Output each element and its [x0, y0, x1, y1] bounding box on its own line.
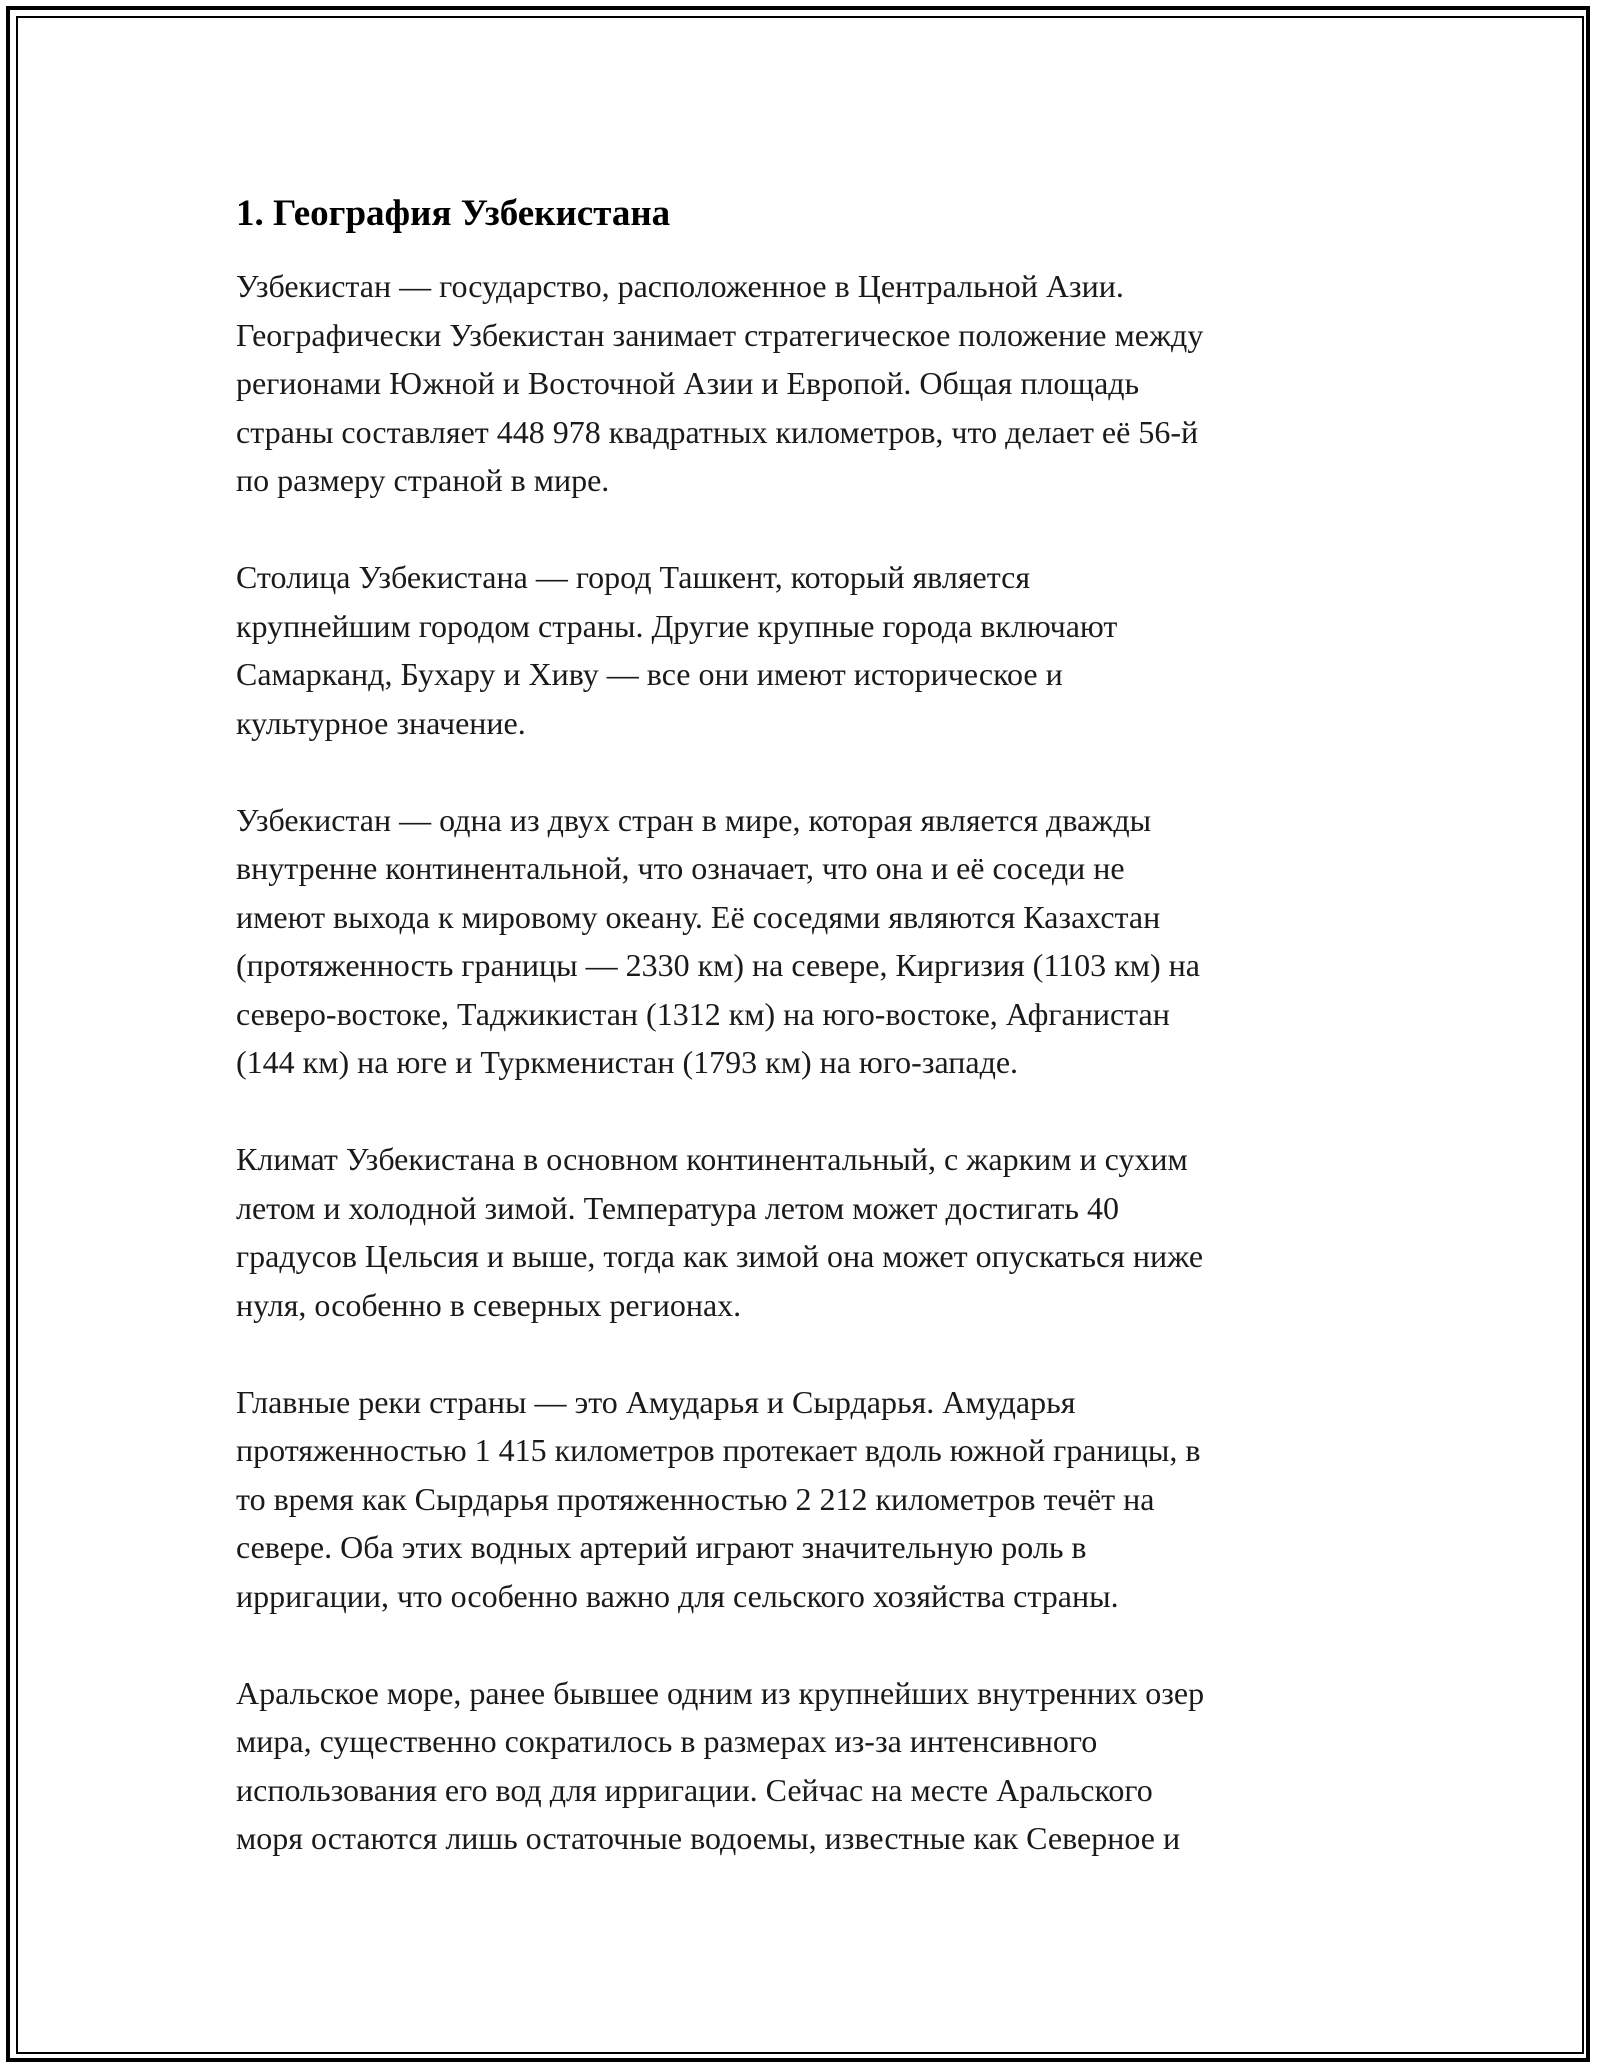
text-line: Климат Узбекистана в основном континентальный, с жарким и сухим [236, 1141, 1188, 1177]
text-line: Столица Узбекистана — город Ташкент, который является [236, 559, 1031, 595]
text-line: крупнейшим городом страны. Другие крупные города включают [236, 607, 1118, 644]
text-line: (144 км) на юге и Туркменистан (1793 км) на юго-западе. [236, 1044, 1019, 1080]
text-line: северо-востоке, Таджикистан (1312 км) на юго-востоке, Афганистан [236, 995, 1170, 1032]
paragraph-neighbors [236, 796, 1366, 1087]
text-line: моря остаются лишь остаточные водоемы, известные как Северное и [236, 1820, 1181, 1856]
text-line: внутренне континентальной, что означает, что она и её соседи не [236, 850, 1125, 886]
text-line: Узбекистан — государство, расположенное в Центральной Азии. [236, 268, 1124, 304]
text-line: использования его вод для ирригации. Сейчас на месте Аральского [236, 1771, 1153, 1808]
section-heading: 1. География Узбекистана [236, 193, 671, 234]
paragraph-rivers [236, 1378, 1366, 1621]
text-line: имеют выхода к мировому океану. Её соседями являются Казахстан [236, 898, 1161, 935]
paragraph-capital [236, 553, 1366, 747]
text-line: Аральское море, ранее бывшее одним из крупнейших внутренних озер [236, 1674, 1205, 1711]
text-line: страны составляет 448 978 квадратных километров, что делает её 56-й [236, 413, 1199, 450]
text-line: нуля, особенно в северных регионах. [236, 1286, 742, 1323]
text-line: ирригации, что особенно важно для сельского хозяйства страны. [236, 1577, 1119, 1614]
document-body [236, 186, 1366, 1911]
text-line: Узбекистан — одна из двух стран в мире, которая является дважды [236, 801, 1152, 838]
text-line: культурное значение. [236, 704, 526, 741]
text-line: по размеру страной в мире. [236, 462, 610, 498]
text-line: мира, существенно сократилось в размерах из-за интенсивного [236, 1723, 1098, 1759]
text-line: летом и холодной зимой. Температура летом может достигать 40 [236, 1189, 1119, 1226]
text-line: Географически Узбекистан занимает стратегическое положение между [236, 316, 1204, 353]
paragraph-climate [236, 1135, 1366, 1329]
text-line: (протяженность границы — 2330 км) на севере, Киргизия (1103 км) на [236, 947, 1200, 983]
text-line: то время как Сырдарья протяженностью 2 212 километров течёт на [236, 1480, 1155, 1517]
text-line: севере. Оба этих водных артерий играют значительную роль в [236, 1529, 1087, 1565]
text-line: градусов Цельсия и выше, тогда как зимой она может опускаться ниже [236, 1238, 1204, 1274]
paragraph-intro [236, 262, 1366, 505]
text-line: протяженностью 1 415 километров протекает вдоль южной границы, в [236, 1432, 1201, 1468]
text-line: регионами Южной и Восточной Азии и Европой. Общая площадь [236, 365, 1140, 401]
text-line: Главные реки страны — это Амударья и Сырдарья. Амударья [236, 1383, 1076, 1420]
text-line: Самарканд, Бухару и Хиву — все они имеют историческое и [236, 656, 1063, 692]
paragraph-aral-sea [236, 1669, 1366, 1863]
